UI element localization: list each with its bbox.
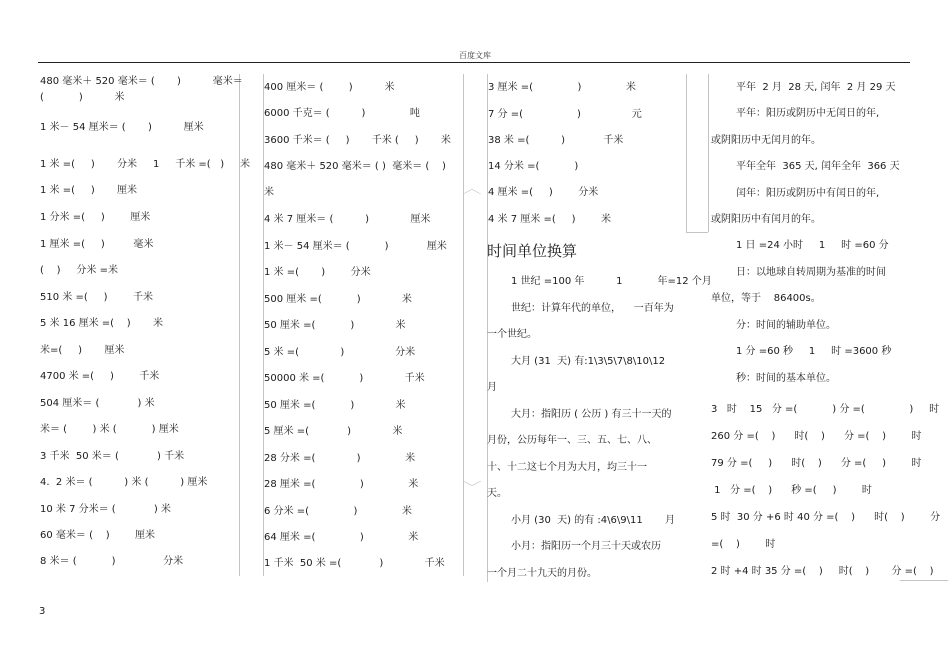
column-divider <box>239 74 240 576</box>
exercise-line: ( ) 分米 =米 <box>40 265 118 276</box>
exercise-line: 1 米－ 54 厘米＝ ( ) 厘米 <box>40 122 204 133</box>
exercise-line: 260 分 =( ) 时( ) 分 =( ) 时 <box>711 431 922 442</box>
exercise-line: 5 米 16 厘米 =( ) 米 <box>40 318 163 329</box>
chevron-down-icon: ﹀ <box>462 480 482 494</box>
section-line: 天。 <box>487 488 507 499</box>
exercise-line: 4. 2 米＝ ( ) 米 ( ) 厘米 <box>40 477 208 488</box>
note-line: 或阴阳历中无闰月的年。 <box>711 135 821 146</box>
exercise-line: 38 米 =( ) 千米 <box>488 135 624 146</box>
section-line: 世纪：计算年代的单位， 一百年为 <box>511 303 674 314</box>
exercise-line: 米 <box>264 187 274 198</box>
exercise-line: 60 毫米＝ ( ) 厘米 <box>40 530 156 541</box>
exercise-line: ( ) 米 <box>40 92 125 103</box>
section-title: 时间单位换算 <box>487 242 578 260</box>
exercise-line: 28 分米 =( ) 米 <box>264 453 416 464</box>
note-line: 闰年：阳历或阴历中有闰日的年, <box>736 188 880 199</box>
exercise-line: 4 米 7 厘米＝ ( ) 厘米 <box>264 214 431 225</box>
exercise-line: 7 分 =( ) 元 <box>488 109 642 120</box>
exercise-line: 1 米 =( ) 厘米 <box>40 185 138 196</box>
exercise-line: 510 米 =( ) 千米 <box>40 292 153 303</box>
page-number: 3 <box>39 606 46 617</box>
note-line: 秒：时间的基本单位。 <box>736 373 836 384</box>
note-line: 或阴阳历中有闰月的年。 <box>711 214 821 225</box>
exercise-line: 10 米 7 分米＝ ( ) 米 <box>40 504 171 515</box>
exercise-line: 400 厘米＝ ( ) 米 <box>264 82 395 93</box>
exercise-line: 79 分 =( ) 时( ) 分 =( ) 时 <box>711 458 922 469</box>
exercise-line: 50 厘米 =( ) 米 <box>264 320 406 331</box>
section-line: 月份，公历每年一、三、五、七、八、 <box>487 435 657 446</box>
section-line: 十、十二这七个月为大月，均三十一 <box>487 462 647 473</box>
exercise-line: 4 厘米 =( ) 分米 <box>488 187 599 198</box>
exercise-line: 4 米 7 厘米 =( ) 米 <box>488 214 611 225</box>
exercise-line: 3600 千米＝ ( ) 千米 ( ) 米 <box>264 135 451 146</box>
exercise-line: 2 时 +4 时 35 分 =( ) 时( ) 分 =( ) <box>711 566 934 577</box>
table-rule <box>900 580 948 581</box>
section-line: 大月 (31 天) 有:1\3\5\7\8\10\12 <box>511 356 666 367</box>
exercise-line: 6000 千克＝ ( ) 吨 <box>264 108 420 119</box>
exercise-line: 28 厘米 =( ) 米 <box>264 479 419 490</box>
section-line: 一个月二十九天的月份。 <box>487 568 597 579</box>
exercise-line: 米=( ) 厘米 <box>40 345 125 356</box>
note-line: 1 分 =60 秒 1 时 =3600 秒 <box>736 346 892 357</box>
note-line: 单位，等于 86400s。 <box>711 293 821 304</box>
exercise-line: =( ) 时 <box>711 539 776 550</box>
exercise-line: 480 毫米＋ 520 毫米＝ ( ) 毫米＝ ( ) <box>264 161 446 172</box>
note-line: 平年：阳历或阴历中无闰日的年, <box>736 108 880 119</box>
exercise-line: 1 分米 =( ) 厘米 <box>40 212 151 223</box>
exercise-line: 1 米 =( ) 分米 <box>264 267 371 278</box>
section-line: 小月：指阳历一个月三十天或农历 <box>511 541 661 552</box>
exercise-line: 1 米－ 54 厘米＝ ( ) 厘米 <box>264 241 447 252</box>
exercise-line: 1 米 =( ) 分米 1 千米 =( ) 米 <box>40 159 250 170</box>
exercise-line: 14 分米 =( ) <box>488 161 579 172</box>
exercise-line: 50000 米 =( ) 千米 <box>264 373 425 384</box>
exercise-line: 5 厘米 =( ) 米 <box>264 426 403 437</box>
exercise-line: 3 千米 50 米＝ ( ) 千米 <box>40 451 185 462</box>
exercise-line: 50 厘米 =( ) 米 <box>264 400 406 411</box>
exercise-line: 1 厘米 =( ) 毫米 <box>40 239 154 250</box>
exercise-line: 6 分米 =( ) 米 <box>264 506 412 517</box>
column-divider <box>686 74 687 232</box>
exercise-line: 1 千米 50 米 =( ) 千米 <box>264 558 445 569</box>
section-line: 月 <box>487 382 497 393</box>
document-header-title: 百度文库 <box>459 51 491 60</box>
exercise-line: 3 厘米 =( ) 米 <box>488 82 636 93</box>
note-line: 平年 2 月 28 天, 闰年 2 月 29 天 <box>736 82 896 93</box>
exercise-line: 4700 米 =( ) 千米 <box>40 371 160 382</box>
note-line: 日：以地球自转周期为基准的时间 <box>736 267 886 278</box>
section-line: 1 世纪 =100 年 1 年=12 个月 <box>511 276 712 287</box>
exercise-line: 米＝ ( ) 米 ( ) 厘米 <box>40 424 179 435</box>
column-divider <box>708 74 709 232</box>
note-line: 平年全年 365 天, 闰年全年 366 天 <box>736 161 900 172</box>
section-line: 一个世纪。 <box>487 329 537 340</box>
exercise-line: 1 分 =( ) 秒 =( ) 时 <box>711 485 872 496</box>
note-line: 分：时间的辅助单位。 <box>736 320 836 331</box>
exercise-line: 504 厘米＝ ( ) 米 <box>40 398 155 409</box>
header-divider <box>38 62 910 63</box>
section-line: 小月 (30 天) 的有 :4\6\9\11 月 <box>511 515 675 526</box>
exercise-line: 5 米 =( ) 分米 <box>264 347 416 358</box>
note-line: 1 日 =24 小时 1 时 =60 分 <box>736 240 889 251</box>
table-rule <box>686 232 708 233</box>
exercise-line: 3 时 15 分 =( ) 分 =( ) 时 <box>711 404 940 415</box>
exercise-line: 500 厘米 =( ) 米 <box>264 294 412 305</box>
exercise-line: 5 时 30 分 +6 时 40 分 =( ) 时( ) 分 <box>711 512 941 523</box>
column-divider <box>487 74 488 582</box>
exercise-line: 64 厘米 =( ) 米 <box>264 532 419 543</box>
section-line: 大月：指阳历 ( 公历 ) 有三十一天的 <box>511 409 672 420</box>
exercise-line: 8 米＝ ( ) 分米 <box>40 556 184 567</box>
chevron-up-icon: ︿ <box>462 182 482 196</box>
exercise-line: 480 毫米＋ 520 毫米＝ ( ) 毫米＝ <box>40 76 243 87</box>
column-divider <box>463 74 464 576</box>
